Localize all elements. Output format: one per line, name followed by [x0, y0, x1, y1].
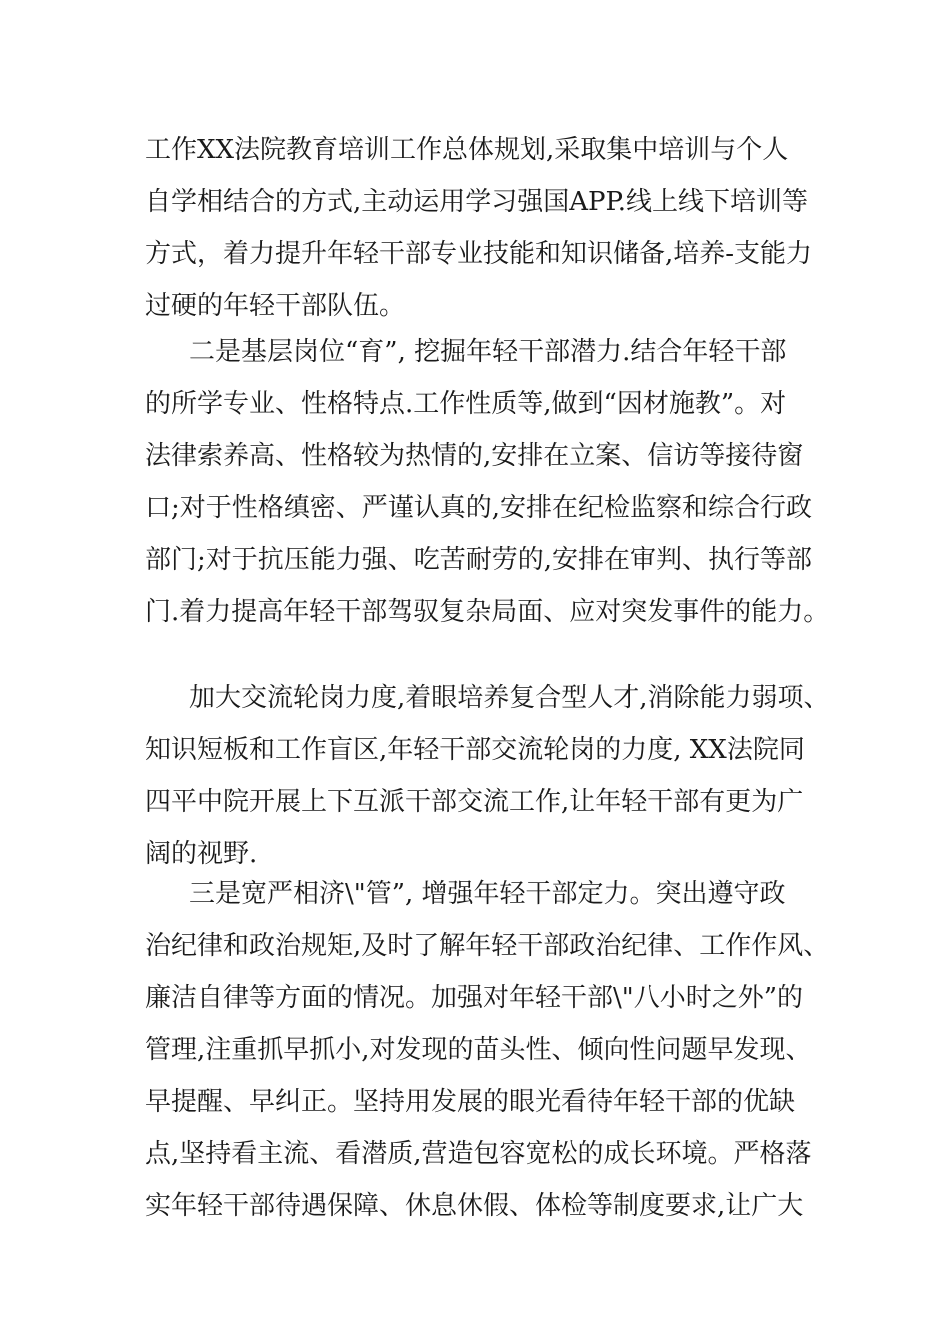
text-line: 方式，着力提升年轻干部专业技能和知识储备,培养-支能力: [145, 239, 813, 269]
text-line: 加大交流轮岗力度,着眼培养复合型人才,消除能力弱项、: [189, 683, 830, 713]
paragraph-management: [145, 868, 830, 1232]
text-line: 的所学专业、性格特点.工作性质等,做到“因材施教”。对: [145, 389, 787, 419]
text-line: 知识短板和工作盲区,年轻干部交流轮岗的力度, XX法院同: [145, 735, 805, 765]
paragraph-job-rotation: [145, 672, 830, 880]
text-line: 口;对于性格缜密、严谨认真的,安排在纪检监察和综合行政: [145, 493, 813, 523]
text-line: 三是宽严相济\"管”, 增强年轻干部定力。突出遵守政: [189, 879, 786, 909]
text-line: 工作XX法院教育培训工作总体规划,采取集中培训与个人: [145, 135, 789, 165]
text-line: 早提醒、早纠正。坚持用发展的眼光看待年轻干部的优缺: [145, 1087, 796, 1117]
paragraph-grassroots-posts: [145, 326, 830, 638]
text-line: 点,坚持看主流、看潜质,营造包容宽松的成长环境。严格落: [145, 1139, 812, 1169]
text-line: 法律索养高、性格较为热情的,安排在立案、信访等接待窗: [145, 441, 804, 471]
text-line: 廉洁自律等方面的情况。加强对年轻干部\"八小时之外”的: [145, 983, 804, 1013]
text-line: 管理,注重抓早抓小,对发现的苗头性、倾向性问题早发现、: [145, 1035, 812, 1065]
text-line: 阔的视野.: [145, 839, 258, 869]
text-line: 二是基层岗位“育”, 挖掘年轻干部潜力.结合年轻干部: [189, 337, 787, 367]
paragraph-training-plan: [145, 124, 825, 332]
text-line: 过硬的年轻干部队伍。: [145, 291, 406, 321]
text-line: 实年轻干部待遇保障、休息休假、体检等制度要求,让广大: [145, 1191, 804, 1221]
text-line: 部门;对于抗压能力强、吃苦耐劳的,安排在审判、执行等部: [145, 545, 813, 575]
text-line: 自学相结合的方式,主动运用学习强国APP.线上线下培训等: [145, 187, 809, 217]
text-line: 四平中院开展上下互派干部交流工作,让年轻干部有更为广: [145, 787, 804, 817]
text-line: 门.着力提高年轻干部驾驭复杂局面、应对突发事件的能力。: [145, 597, 830, 627]
text-line: 治纪律和政治规矩,及时了解年轻干部政治纪律、工作作风、: [145, 931, 830, 961]
